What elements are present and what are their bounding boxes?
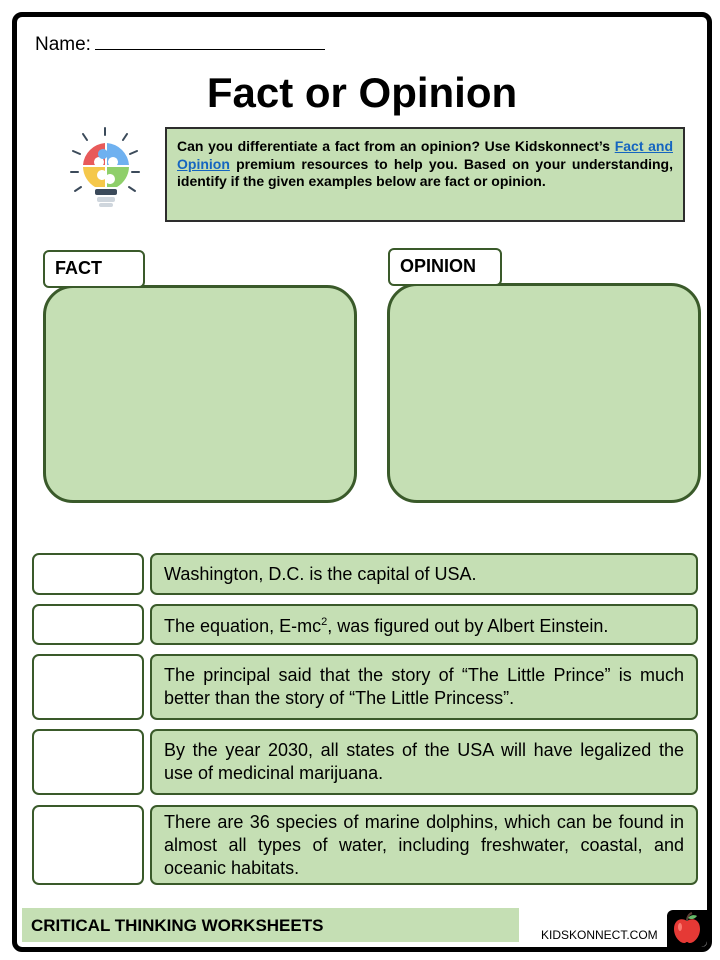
opinion-drop-area[interactable] bbox=[387, 283, 701, 503]
statement-5-text: There are 36 species of marine dolphins, which can be found in almost all types of water, including freshwater, coastal, and oceanic habitats. bbox=[164, 811, 684, 878]
statement-3 bbox=[150, 654, 698, 720]
answer-box-1[interactable] bbox=[32, 553, 144, 595]
fact-and-opinion-link[interactable]: Fact and Opinion bbox=[177, 138, 673, 172]
statement-4 bbox=[150, 729, 698, 795]
apple-icon bbox=[667, 910, 707, 947]
statement-1 bbox=[150, 553, 698, 595]
answer-box-5[interactable] bbox=[32, 805, 144, 885]
statement-2-text-before: The equation, E-mc bbox=[164, 616, 322, 636]
lightbulb-puzzle-icon bbox=[65, 125, 145, 215]
statement-3-text: The principal said that the story of “The Little Prince” is much better than the story of “The Little Princess”. bbox=[164, 665, 684, 708]
name-label: Name: bbox=[35, 34, 91, 55]
statement-2 bbox=[150, 604, 698, 645]
intro-text-before: Can you differentiate a fact from an opinion? Use Kidskonnect’s bbox=[177, 138, 615, 154]
statement-2-superscript: 2 bbox=[321, 616, 328, 628]
opinion-column-label: OPINION bbox=[388, 248, 502, 286]
statement-4-text: By the year 2030, all states of the USA will have legalized the use of medicinal marijuana. bbox=[164, 740, 684, 783]
statement-5 bbox=[150, 805, 698, 885]
answer-box-2[interactable] bbox=[32, 604, 144, 645]
instructions-box bbox=[165, 127, 685, 222]
statement-2-text bbox=[164, 611, 684, 638]
name-field bbox=[35, 31, 325, 56]
answer-box-4[interactable] bbox=[32, 729, 144, 795]
footer-category: CRITICAL THINKING WORKSHEETS bbox=[31, 916, 324, 935]
name-blank-line[interactable] bbox=[95, 31, 325, 50]
fact-drop-area[interactable] bbox=[43, 285, 357, 503]
intro-text-after: premium resources to help you. Based on your understanding, identify if the given examples below are fact or opinion. bbox=[177, 155, 673, 189]
footer-site: KIDSKONNECT.COM bbox=[541, 928, 658, 942]
page-title: Fact or Opinion bbox=[206, 69, 518, 116]
fact-column-label: FACT bbox=[43, 250, 145, 288]
worksheet-frame bbox=[12, 12, 712, 952]
statement-2-text-after: , was figured out by Albert Einstein. bbox=[327, 616, 609, 636]
answer-box-3[interactable] bbox=[32, 654, 144, 720]
statement-1-text: Washington, D.C. is the capital of USA. bbox=[164, 563, 477, 584]
